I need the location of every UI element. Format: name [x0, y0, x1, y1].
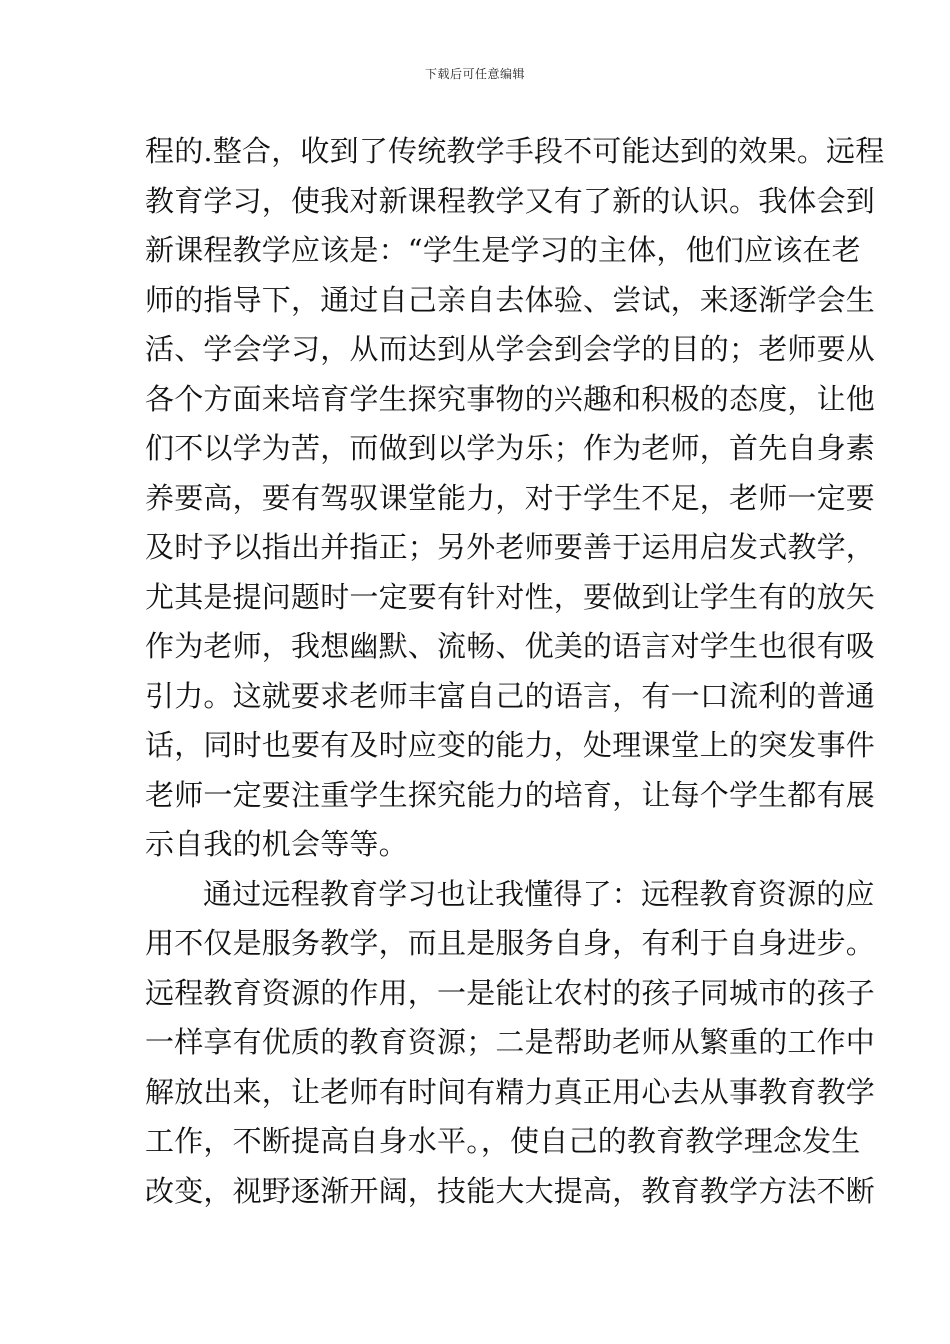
- text-line: 远程教育资源的作用，一是能让农村的孩子同城市的孩子: [145, 975, 876, 1010]
- text-line: 话，同时也要有及时应变的能力，处理课堂上的突发事件: [145, 728, 876, 762]
- text-line: 通过远程教育学习也让我懂得了：远程教育资源的应: [203, 876, 875, 911]
- text-line: 活、学会学习，从而达到从学会到会学的目的；老师要从: [145, 332, 876, 366]
- document-body: [145, 127, 885, 1216]
- text-line: 老师一定要注重学生探究能力的培育，让每个学生都有展: [145, 777, 876, 812]
- text-line: 作为老师，我想幽默、流畅、优美的语言对学生也很有吸: [145, 629, 876, 663]
- text-line: 们不以学为苦，而做到以学为乐；作为老师，首先自身素: [145, 431, 876, 465]
- text-line: 一样享有优质的教育资源；二是帮助老师从繁重的工作中: [145, 1025, 876, 1059]
- text-line: 养要高，要有驾驭课堂能力，对于学生不足，老师一定要: [145, 480, 876, 515]
- page-header: 下载后可任意编辑: [424, 67, 525, 81]
- text-line: 工作，不断提高自身水平。，使自己的教育教学理念发生: [145, 1124, 861, 1158]
- text-line: 尤其是提问题时一定要有针对性，要做到让学生有的放矢: [145, 579, 876, 614]
- text-line: 程的.整合，收到了传统教学手段不可能达到的效果。远程: [145, 134, 885, 168]
- text-line: 改变，视野逐渐开阔，技能大大提高，教育教学方法不断: [145, 1173, 876, 1208]
- paragraph-1: [145, 127, 885, 870]
- text-line: 各个方面来培育学生探究事物的兴趣和积极的态度，让他: [145, 381, 876, 416]
- text-line: 示自我的机会等等。: [145, 827, 408, 861]
- text-line: 师的指导下，通过自己亲自去体验、尝试，来逐渐学会生: [145, 282, 876, 317]
- text-line: 教育学习，使我对新课程教学又有了新的认识。我体会到: [145, 183, 876, 218]
- paragraph-2: [145, 870, 876, 1217]
- text-line: 引力。这就要求老师丰富自己的语言，有一口流利的普通: [145, 678, 876, 713]
- text-line: 及时予以指出并指正；另外老师要善于运用启发式教学，: [145, 530, 876, 564]
- text-line: 用不仅是服务教学，而且是服务自身，有利于自身进步。: [145, 926, 876, 960]
- text-line: 解放出来，让老师有时间有精力真正用心去从事教育教学: [145, 1074, 876, 1109]
- text-line: 新课程教学应该是：“学生是学习的主体，他们应该在老: [145, 233, 861, 267]
